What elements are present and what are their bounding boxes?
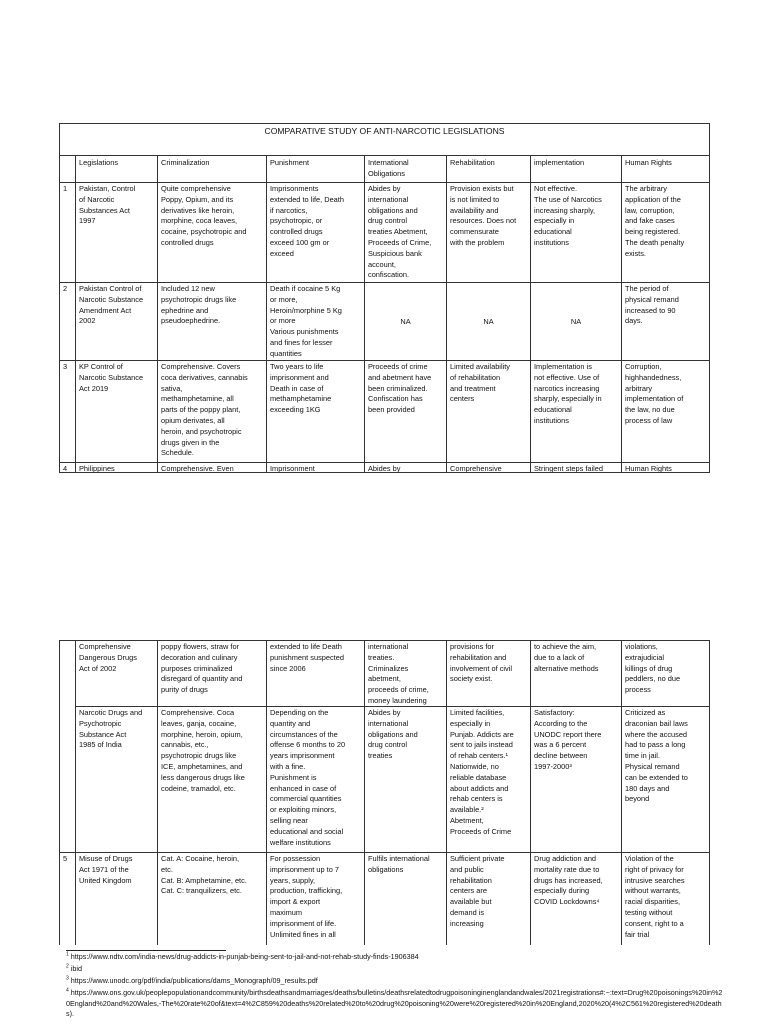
cell-punishment: Death if cocaine 5 Kg or more, Heroin/morphine 5 Kg or more Various punishments and fines for lesser quantities	[270, 284, 342, 358]
cell-human-rights: Violation of the right of privacy for intrusive searches without warrants, racial disparities, testing without consent, right to a fair trial	[625, 854, 685, 939]
cell-legislation: Philippines	[79, 464, 115, 472]
row-number: 4	[63, 464, 68, 472]
cell-implementation: to achieve the aim, due to a lack of alternative methods	[534, 642, 599, 673]
column-header-legislation: Legislations	[79, 158, 119, 167]
table-border	[709, 123, 710, 472]
row-number: 2	[63, 284, 68, 293]
cell-rehabilitation: Provision exists but is not limited to availability and resources. Does not commensurate with the problem	[450, 184, 517, 247]
column-header-punishment: Punishment	[270, 158, 310, 167]
table-rule	[530, 640, 531, 945]
cell-human-rights: violations, extrajudicial killings of drug peddlers, no due process	[625, 642, 681, 695]
row-number: 3	[63, 362, 68, 371]
cell-human-rights: The arbitrary application of the law, corruption, and fake cases being registered. The death penalty exists.	[625, 184, 685, 258]
cell-criminalization: Quite comprehensive Poppy, Opium, and its derivatives like heroin, morphine, coca leaves, cocaine, psychotropic and controlled drugs	[161, 184, 247, 247]
cell-punishment: For possession imprisonment up to 7 years, supply, production, trafficking, import & export maximum imprisonment of life. Unlimited fines in all	[270, 854, 343, 939]
cell-rehabilitation: Limited facilities, especially in Punjab. Addicts are sent to jails instead of rehab centers.¹ Nationwide, no reliable database about addicts and rehab centers is available.² Abetment, Proceeds of Crime	[450, 708, 514, 836]
cell-punishment: Depending on the quantity and circumstances of the offense 6 months to 20 years imprisonment with a fine. Punishment is enhanced in case of commercial quantities or exploiting minors, selling near educational and social welfare institutions	[270, 708, 346, 847]
cell-international-obligations: Abides by international obligations and drug control treaties	[368, 708, 418, 761]
table-rule	[157, 155, 158, 472]
column-header-implementation: implementation	[534, 158, 585, 167]
table-rule	[75, 640, 76, 945]
cell-international-obligations: Abides by international obligations and drug control treaties Abetment, Proceeds of Crime, Suspicious bank account, confiscation.	[368, 184, 432, 280]
cell-punishment: Imprisonments extended to life, Death if narcotics, psychotropic, or controlled drugs exceed 100 gm or exceed	[270, 184, 344, 258]
table-rule	[364, 155, 365, 472]
table-rule	[709, 640, 710, 945]
cell-implementation: Drug addiction and mortality rate due to drugs has increased, especially during COVID Lockdowns⁴	[534, 854, 603, 907]
cell-rehabilitation: Limited availability of rehabilitation and treatment centers	[450, 362, 510, 404]
row-number: 1	[63, 184, 68, 193]
cell-implementation: Satisfactory: According to the UNODC report there was a 6 percent decline between 1997-2000³	[534, 708, 602, 771]
table-rule	[621, 155, 622, 472]
cell-criminalization: poppy flowers, straw for decoration and culinary purposes criminalized disregard of quantity and purity of drugs	[161, 642, 243, 695]
table-rule	[157, 640, 158, 945]
table-border	[59, 472, 710, 473]
row-number	[63, 708, 72, 852]
cell-human-rights: Human Rights	[625, 464, 672, 472]
column-header-criminalization: Criminalization	[161, 158, 210, 167]
table-row-rule	[59, 182, 710, 183]
cell-criminalization: Comprehensive. Even	[161, 464, 234, 472]
cell-international-obligations: international treaties. Criminalizes abetment, proceeds of crime, money laundering	[368, 642, 429, 705]
cell-punishment: extended to life Death punishment suspected since 2006	[270, 642, 344, 673]
cell-punishment: Two years to life imprisonment and Death in case of methamphetamine exceeding 1KG	[270, 362, 332, 415]
footnote-marker: 1	[66, 951, 69, 958]
cell-human-rights: The period of physical remand increased to 90 days.	[625, 284, 679, 326]
cell-criminalization: Comprehensive. Covers coca derivatives, cannabis sativa, methamphetamine, all parts of the poppy plant, opium derivates, all heroin, and psychotropic drugs given in the Schedule.	[161, 362, 248, 458]
cell-legislation: Comprehensive Dangerous Drugs Act of 2002	[79, 642, 137, 673]
cell-rehabilitation: Comprehensive	[450, 464, 502, 472]
cell-punishment: Imprisonment	[270, 464, 315, 472]
footnote-text[interactable]: https://www.ons.gov.uk/peoplepopulationandcommunity/birthsdeathsandmarriages/deaths/bulletins/deathsrelatedtodrugpoisoninginenglandandwales/2021registrations#:~:text=Drug%20poisonings%20in%20England%20and%20Wales,-The%20rate%20of&text=4%2C859%20deaths%20related%20to%20drug%20poisoning%20were%20registered%20in%20England,2020%20(4%2C561%20registered%20deaths).	[66, 988, 723, 1018]
cell-legislation: Narcotic Drugs and Psychotropic Substance Act 1985 of India	[79, 708, 143, 750]
table-rule	[266, 640, 267, 945]
footnote-text[interactable]: https://www.unodc.org/pdf/india/publications/dams_Monograph/09_results.pdf	[70, 976, 318, 985]
footnote	[66, 976, 726, 987]
footnote-marker: 2	[66, 963, 69, 970]
footnote-text[interactable]: https://www.ndtv.com/india-news/drug-addicts-in-punjab-being-sent-to-jail-and-not-rehab-study-finds-1906384	[70, 952, 419, 961]
table-rule	[446, 640, 447, 945]
cell-legislation: Misuse of Drugs Act 1971 of the United Kingdom	[79, 854, 133, 885]
cell-international-obligations: Proceeds of crime and abetment have been criminalized. Confiscation has been provided	[368, 362, 432, 415]
table-rule	[621, 640, 622, 945]
cell-criminalization: Comprehensive. Coca leaves, ganja, cocaine, morphine, heroin, opium, cannabis, etc., psychotropic drugs like ICE, amphetamines, and less dangerous drugs like codeine, tramadol, etc.	[161, 708, 245, 793]
table-border	[59, 123, 60, 472]
table-rule	[446, 155, 447, 472]
footnote	[66, 952, 726, 963]
table-row-rule	[59, 360, 710, 361]
cell-implementation: Not effective. The use of Narcotics increasing sharply, especially in educational institutions	[534, 184, 602, 247]
table-rule	[364, 640, 365, 945]
cell-international-obligations: NA	[400, 317, 411, 326]
table-row-rule	[75, 706, 710, 707]
table-border	[59, 123, 710, 124]
footnote-marker: 4	[66, 987, 69, 994]
cell-implementation: Implementation is not effective. Use of narcotics increasing sharply, especially in educational institutions	[534, 362, 602, 425]
footnote	[66, 988, 726, 1020]
cell-criminalization: Cat. A: Cocaine, heroin, etc. Cat. B: Amphetamine, etc. Cat. C: tranquilizers, etc.	[161, 854, 247, 896]
footnote-separator	[66, 950, 226, 951]
table-row-rule	[59, 462, 710, 463]
cell-implementation: NA	[570, 317, 582, 326]
row-number	[63, 642, 72, 706]
table-row-rule	[59, 282, 710, 283]
cell-international-obligations: Abides by	[368, 464, 401, 472]
cell-legislation: Pakistan, Control of Narcotic Substances Act 1997	[79, 184, 136, 226]
footnote-marker: 3	[66, 975, 69, 982]
table-row-rule	[59, 852, 710, 853]
cell-rehabilitation: NA	[483, 317, 494, 326]
table-rule	[75, 155, 76, 472]
column-header-human-rights: Human Rights	[625, 158, 672, 167]
cell-legislation: Pakistan Control of Narcotic Substance Amendment Act 2002	[79, 284, 144, 326]
cell-rehabilitation: Sufficient private and public rehabilitation centers are available but demand is increasing	[450, 854, 505, 928]
cell-criminalization: Included 12 new psychotropic drugs like ephedrine and pseudoephedrine.	[161, 284, 237, 326]
table-rule	[59, 640, 60, 945]
cell-rehabilitation: provisions for rehabilitation and involvement of civil society exist.	[450, 642, 513, 684]
cell-international-obligations: Fulfils international obligations	[368, 854, 430, 874]
table-title: COMPARATIVE STUDY OF ANTI-NARCOTIC LEGISLATIONS	[264, 126, 505, 136]
table-rule	[266, 155, 267, 472]
footnote	[66, 964, 726, 975]
column-header-rehabilitation: Rehabilitation	[450, 158, 495, 167]
table-rule	[530, 155, 531, 472]
footnote-text: ibid	[70, 964, 82, 973]
cell-implementation: Stringent steps failed	[534, 464, 604, 472]
cell-legislation: KP Control of Narcotic Substance Act 2019	[79, 362, 144, 393]
cell-human-rights: Criticized as draconian bail laws where the accused had to pass a long time in jail. Physical remand can be extended to 180 days and beyond	[625, 708, 688, 804]
cell-human-rights: Corruption, highhandedness, arbitrary implementation of the law, no due process of law	[625, 362, 684, 425]
row-number: 5	[63, 854, 68, 863]
column-header-international-obligations: International Obligations	[368, 158, 409, 178]
